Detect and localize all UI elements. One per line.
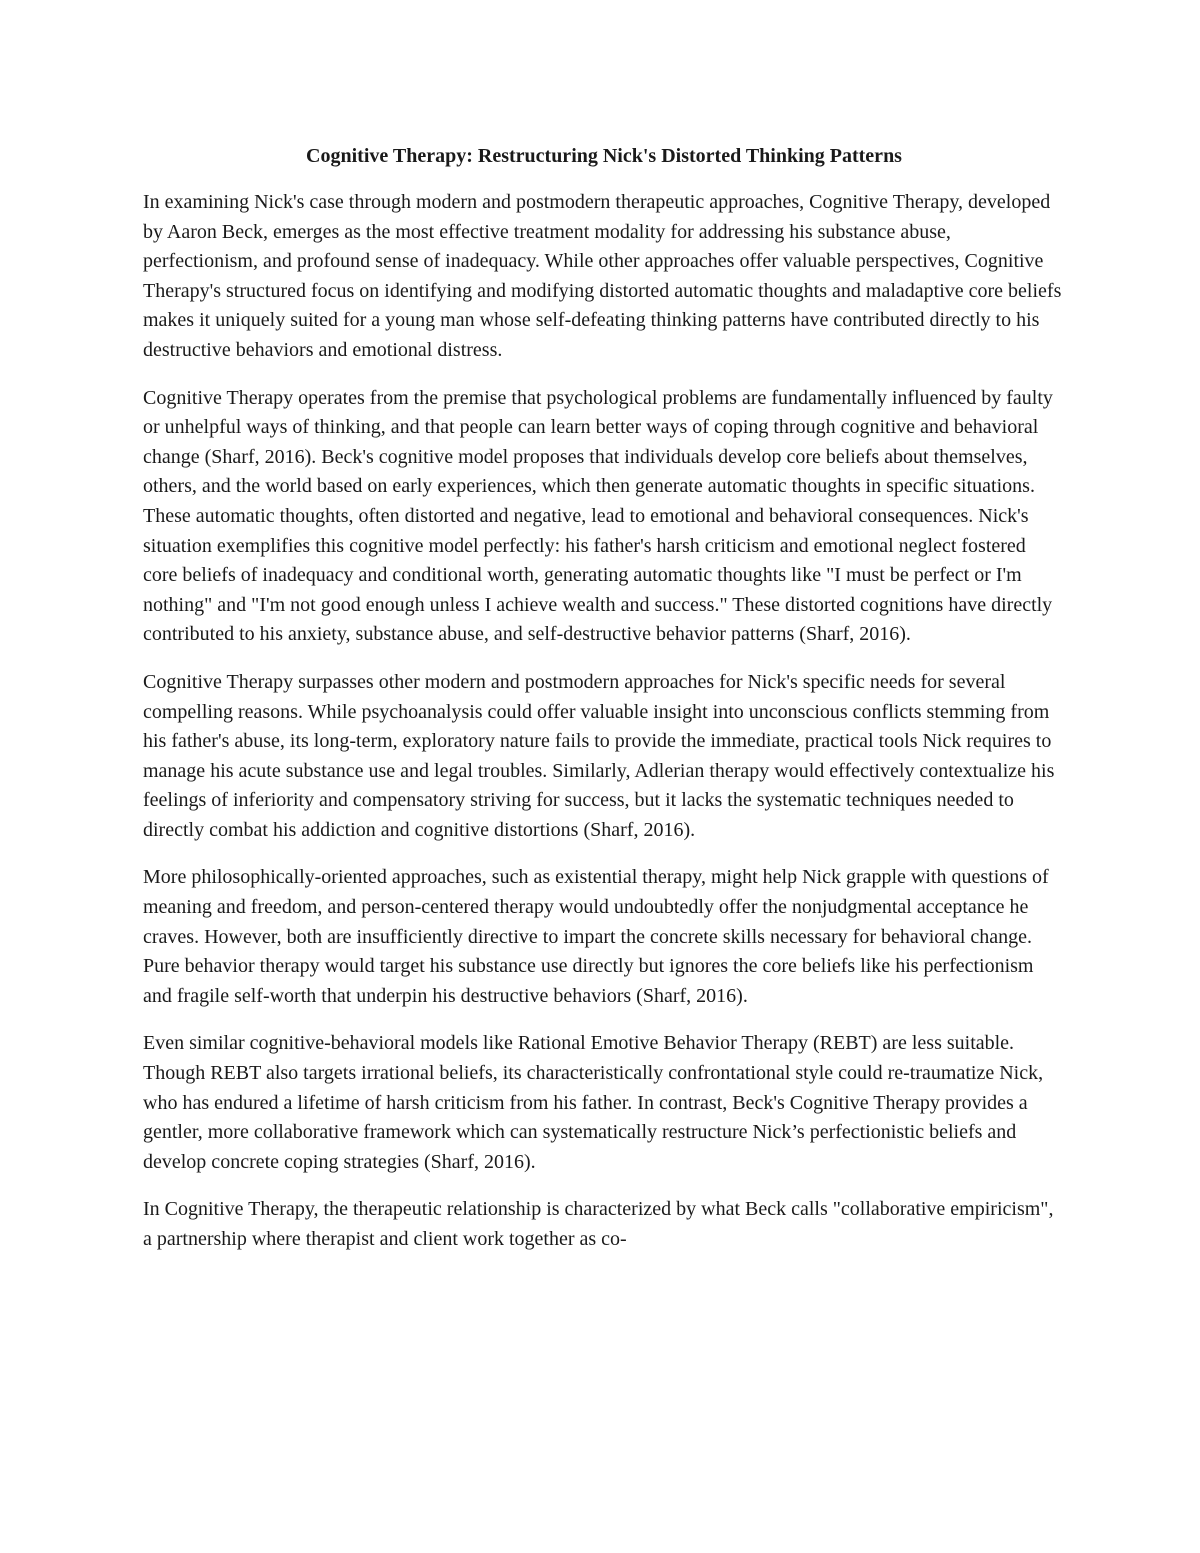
paragraph-intro: In examining Nick's case through modern and postmodern therapeutic approaches, Cognitive Therapy, developed by Aaron Beck, emerges as the most effective treatment modality for addressing his substance abuse, perfectionism, and profound sense of inadequacy. While other approaches offer valuable perspectives, Cognitive Therapy's structured focus on identifying and modifying distorted automatic thoughts and maladaptive core beliefs makes it uniquely suited for a young man whose self-defeating thinking patterns have contributed directly to his destructive behaviors and emotional distress.: [143, 191, 1062, 361]
paragraph-philosophical-approaches: More philosophically-oriented approaches, such as existential therapy, might help Nick grapple with questions of meaning and freedom, and person-centered therapy would undoubtedly offer the nonjudgmental acceptance he craves. However, both are insufficiently directive to impart the concrete skills necessary for behavioral change. Pure behavior therapy would target his substance use directly but ignores the core beliefs like his perfectionism and fragile self-worth that underpin his destructive behaviors (Sharf, 2016).: [143, 866, 1049, 1007]
document-title: Cognitive Therapy: Restructuring Nick's Distorted Thinking Patterns: [306, 145, 902, 167]
paragraph-therapeutic-relationship: In Cognitive Therapy, the therapeutic relationship is characterized by what Beck calls "collaborative empiricism", a partnership where therapist and client work together as co-: [143, 1198, 1054, 1250]
paragraph-cognitive-model: Cognitive Therapy operates from the premise that psychological problems are fundamentally influenced by faulty or unhelpful ways of thinking, and that people can learn better ways of coping through cognitive and behavioral change (Sharf, 2016). Beck's cognitive model proposes that individuals develop core beliefs about themselves, others, and the world based on early experiences, which then generate automatic thoughts in specific situations. These automatic thoughts, often distorted and negative, lead to emotional and behavioral consequences. Nick's situation exemplifies this cognitive model perfectly: his father's harsh criticism and emotional neglect fostered core beliefs of inadequacy and conditional worth, generating automatic thoughts like "I must be perfect or I'm nothing" and "I'm not good enough unless I achieve wealth and success." These distorted cognitions have directly contributed to his anxiety, substance abuse, and self-destructive behavior patterns (Sharf, 2016).: [143, 386, 1053, 646]
paragraph-comparison: Cognitive Therapy surpasses other modern and postmodern approaches for Nick's specific needs for several compelling reasons. While psychoanalysis could offer valuable insight into unconscious conflicts stemming from his father's abuse, its long-term, exploratory nature fails to provide the immediate, practical tools Nick requires to manage his acute substance use and legal troubles. Similarly, Adlerian therapy would effectively contextualize his feelings of inferiority and compensatory striving for success, but it lacks the systematic techniques needed to directly combat his addiction and cognitive distortions (Sharf, 2016).: [143, 670, 1055, 841]
document-page: [143, 138, 1065, 1438]
paragraph-rebt: Even similar cognitive-behavioral models like Rational Emotive Behavior Therapy (REBT) are less suitable. Though REBT also targets irrational beliefs, its characteristically confrontational style could re-traumatize Nick, who has endured a lifetime of harsh criticism from his father. In contrast, Beck's Cognitive Therapy provides a gentler, more collaborative framework which can systematically restructure Nick’s perfectionistic beliefs and develop concrete coping strategies (Sharf, 2016).: [143, 1032, 1044, 1173]
